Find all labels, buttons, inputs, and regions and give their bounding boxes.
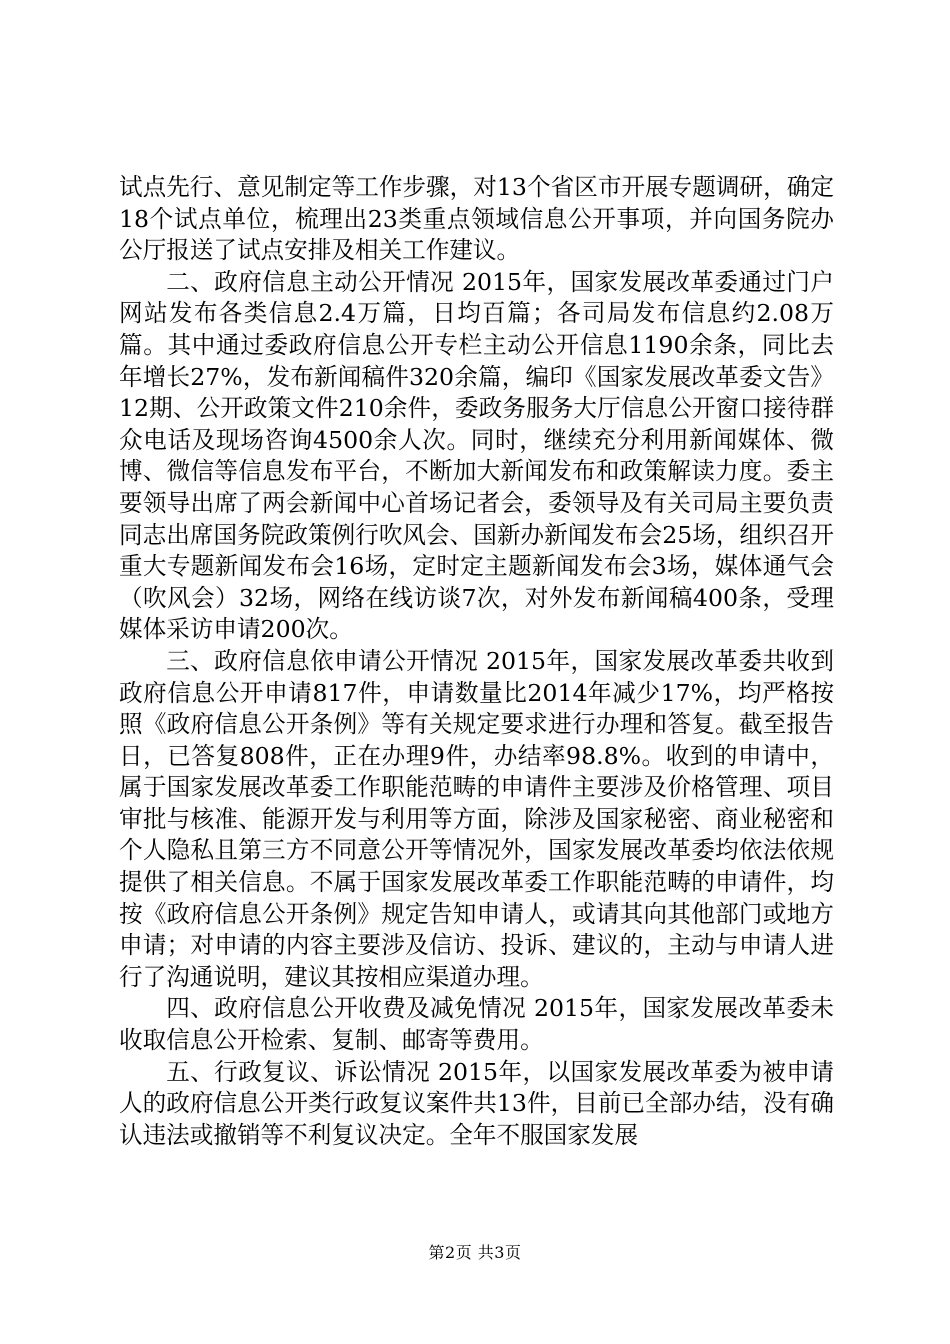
paragraph-2: 二、政府信息主动公开情况 2015年，国家发展改革委通过门户网站发布各类信息2.4万篇，日均百篇；各司局发布信息约2.08万篇。其中通过委政府信息公开专栏主动公开信息1190余条，同比去年增长27%，发布新闻稿件320余篇，编印《国家发展改革委文告》12期、公开政策文件210余件，委政务服务大厅信息公开窗口接待群众电话及现场咨询4500余人次。同时，继续充分利用新闻媒体、微博、微信等信息发布平台，不断加大新闻发布和政策解读力度。委主要领导出席了两会新闻中心首场记者会，委领导及有关司局主要负责同志出席国务院政策例行吹风会、国新办新闻发布会25场，组织召开重大专题新闻发布会16场，定时定主题新闻发布会3场，媒体通气会（吹风会）32场，网络在线访谈7次，对外发布新闻稿400条，受理媒体采访申请200次。 [119, 267, 834, 644]
document-body [119, 172, 834, 1151]
paragraph-3: 三、政府信息依申请公开情况 2015年，国家发展改革委共收到政府信息公开申请817件，申请数量比2014年减少17%，均严格按照《政府信息公开条例》等有关规定要求进行办理和答复。截至报告日，已答复808件，正在办理9件，办结率98.8%。收到的申请中，属于国家发展改革委工作职能范畴的申请件主要涉及价格管理、项目审批与核准、能源开发与利用等方面，除涉及国家秘密、商业秘密和个人隐私且第三方不同意公开等情况外，国家发展改革委均依法依规提供了相关信息。不属于国家发展改革委工作职能范畴的申请件，均按《政府信息公开条例》规定告知申请人，或请其向其他部门或地方申请；对申请的内容主要涉及信访、投诉、建议的，主动与申请人进行了沟通说明，建议其按相应渠道办理。 [119, 646, 834, 991]
paragraph-4: 四、政府信息公开收费及减免情况 2015年，国家发展改革委未收取信息公开检索、复制、邮寄等费用。 [119, 994, 834, 1055]
paragraph-5: 五、行政复议、诉讼情况 2015年，以国家发展改革委为被申请人的政府信息公开类行政复议案件共13件，目前已全部办结，没有确认违法或撤销等不利复议决定。全年不服国家发展 [119, 1057, 834, 1149]
paragraph-1: 试点先行、意见制定等工作步骤，对13个省区市开展专题调研，确定18个试点单位，梳理出23类重点领域信息公开事项，并向国务院办公厅报送了试点安排及相关工作建议。 [119, 173, 834, 265]
page-number-footer: 第2页 共3页 [428, 1243, 522, 1262]
